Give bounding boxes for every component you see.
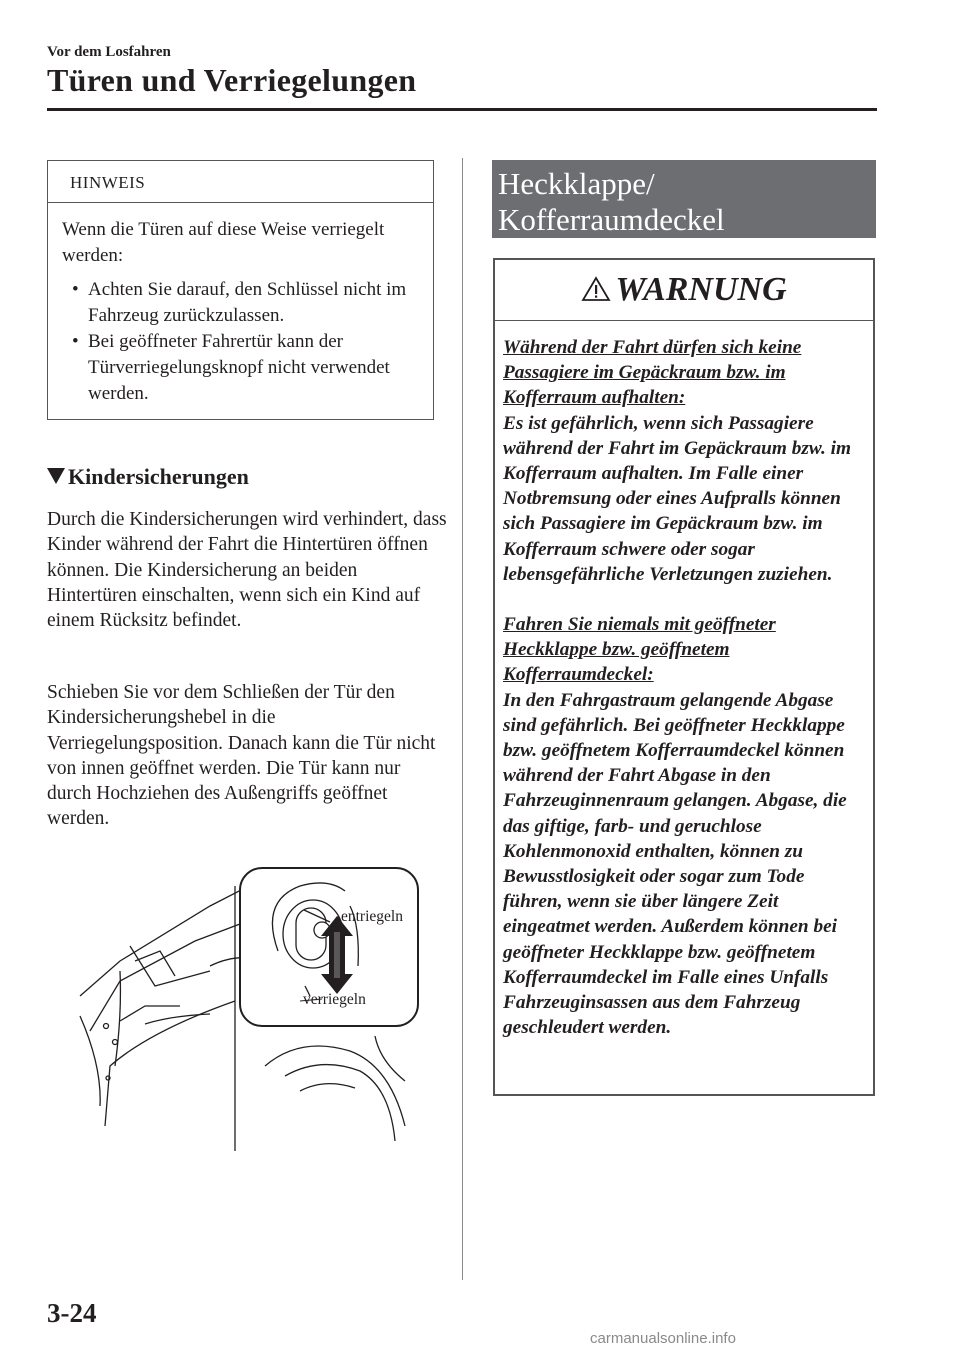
- watermark: carmanualsonline.info: [590, 1330, 736, 1347]
- triangle-down-icon: [47, 468, 65, 484]
- warning-heading: Während der Fahrt dürfen sich keine Passagiere im Gepäckraum bzw. im Kofferraum aufhalten:: [503, 337, 802, 409]
- warning-text: In den Fahrgastraum gelangende Abgase sind gefährlich. Bei geöffneter Heckklappe bzw. geöffnetem Kofferraumdeckel können während der Fahrt Abgase in den Fahrzeuginnenraum gelangen. Abgase, die das giftige, farb- und geruchlose Kohlenmonoxid enthalten, können zu Bewusstlosigkeit oder sogar zum Tode führen, wenn sie über längere Zeit eingeatmet werden. Außerdem können bei geöffneter Heckklappe bzw. geöffnetem Kofferraumdeckel im Falle eines Unfalls Fahrzeuginsassen aus dem Fahrzeug geschleudert werden.: [503, 689, 847, 1039]
- hinweis-box: [47, 160, 434, 420]
- section-label: Vor dem Losfahren: [47, 44, 171, 60]
- heading-text: Kindersicherungen: [68, 464, 249, 489]
- hinweis-bullet-text: Bei geöffneter Fahrertür kann der Türverriegelungsknopf nicht verwendet werden.: [88, 331, 390, 404]
- warning-text: Es ist gefährlich, wenn sich Passagiere während der Fahrt im Gepäckraum bzw. im Kofferraum aufhalten. Im Falle einer Notbremsung oder eines Aufpralls können sich Passagiere im Gepäckraum bzw. im Kofferraum schwere oder sogar lebensgefährliche Verletzungen zuziehen.: [503, 412, 852, 585]
- warning-label: WARNUNG: [615, 271, 787, 308]
- warning-box: [493, 258, 875, 1096]
- page-title: Türen und Verriegelungen: [47, 62, 417, 98]
- list-item: [62, 329, 419, 407]
- hinweis-intro: Wenn die Türen auf diese Weise verriegelt werden:: [62, 219, 385, 266]
- title-line: Heckklappe/: [498, 166, 655, 201]
- body-paragraph: Durch die Kindersicherungen wird verhindert, dass Kinder während der Fahrt die Hintertüren öffnen können. Die Kindersicherung an beiden Hintertüren einschalten, wenn sich ein Kind auf einem Rücksitz befindet.: [47, 509, 447, 632]
- column-divider: [462, 158, 463, 1280]
- page-number: 3-24: [47, 1298, 97, 1328]
- body-paragraph: Schieben Sie vor dem Schließen der Tür den Kindersicherungshebel in die Verriegelungsposition. Danach kann die Tür nicht von innen geöffnet werden. Die Tür kann nur durch Hochziehen des Außengriffs geöffnet werden.: [47, 682, 436, 830]
- hinweis-list: [62, 277, 419, 407]
- warning-heading: Fahren Sie niemals mit geöffneter Heckklappe bzw. geöffnetem Kofferraumdeckel:: [503, 614, 776, 686]
- title-line: Kofferraumdeckel: [498, 202, 725, 237]
- warning-triangle-icon: [581, 276, 611, 302]
- label-entriegeln: entriegeln: [341, 908, 403, 925]
- header-rule: [47, 108, 877, 111]
- hinweis-bullet-text: Achten Sie darauf, den Schlüssel nicht im Fahrzeug zurückzulassen.: [88, 279, 407, 326]
- bullet-icon: •: [72, 331, 79, 352]
- hinweis-label: HINWEIS: [48, 161, 433, 203]
- section-title-heckklappe: [492, 160, 876, 238]
- section-heading-kindersicherungen: [47, 464, 249, 490]
- bullet-icon: •: [72, 279, 79, 300]
- list-item: [62, 277, 419, 329]
- label-verriegeln: verriegeln: [303, 991, 366, 1008]
- warning-header: [495, 260, 873, 321]
